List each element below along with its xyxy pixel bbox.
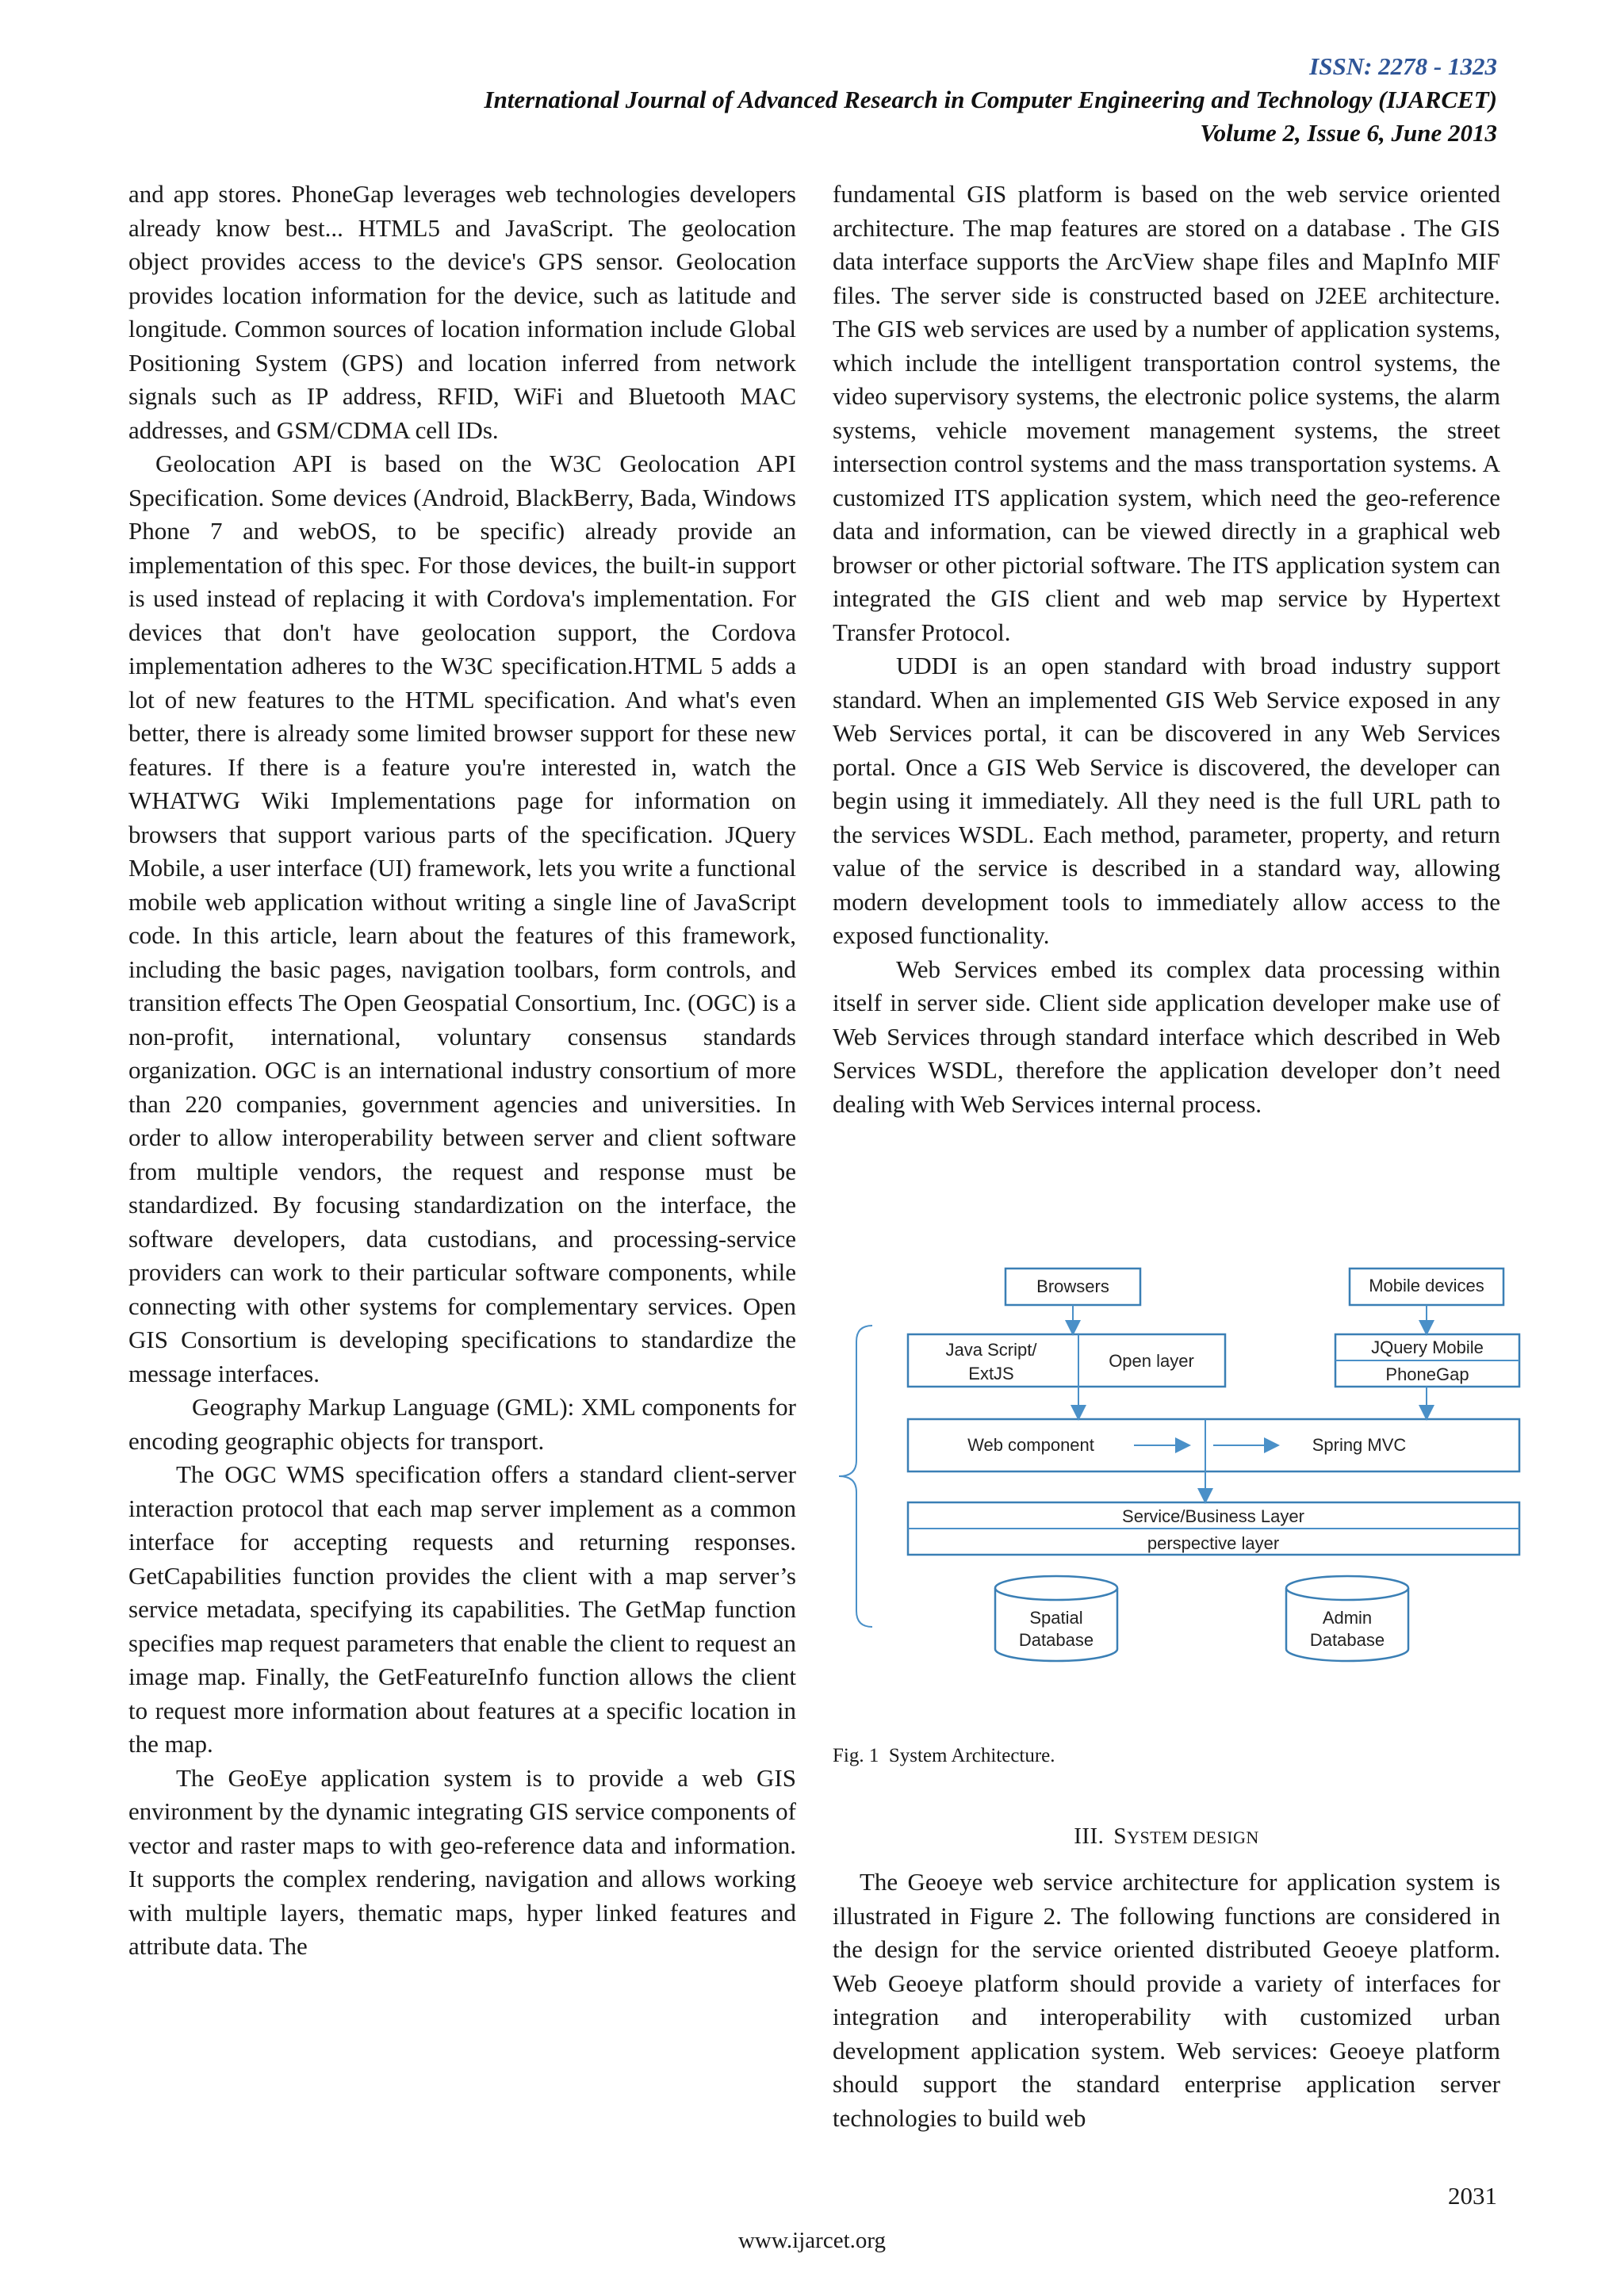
jquery-mobile-label: JQuery Mobile bbox=[1371, 1337, 1484, 1357]
volume-header: Volume 2, Issue 6, June 2013 bbox=[1200, 119, 1497, 147]
journal-title-header: International Journal of Advanced Research in Computer Engineering and Technology (IJARCET) bbox=[484, 86, 1497, 113]
left-column bbox=[128, 178, 796, 1964]
section-number: III. bbox=[1074, 1823, 1105, 1849]
admin-database-cylinder bbox=[1286, 1576, 1408, 1661]
left-paragraph-2: Geolocation API is based on the W3C Geolocation API Specification. Some devices (Android, BlackBerry, Bada, Windows Phone 7 and webOS, to be specific) already provide an implementation of this spec. For those devices, the built-in support is used instead of replacing it with Cordova's implementation. For devices that don't have geolocation support, the Cordova implementation adheres to the W3C specification.HTML 5 adds a lot of new features to the HTML specification. And what's even better, there is already some limited browser support for these new features. If there is a feature you're interested in, watch the WHATWG Wiki Implementations page for information on browsers that support various parts of the specification. JQuery Mobile, a user interface (UI) framework, lets you write a functional mobile web application without writing a single line of JavaScript code. In this article, learn about the features of this framework, including the basic pages, navigation toolbars, form controls, and transition effects The Open Geospatial Consortium, Inc. (OGC) is a non-profit, international, voluntary consensus standards organization. OGC is an international industry consortium of more than 220 companies, government agencies and universities. In order to allow interoperability between server and client software from multiple vendors, the request and response must be standardized. By focusing standardization on the interface, the software developers, data custodians, and processing-service providers can work to their particular software components, while connecting with other systems for complementary services. Open GIS Consortium is developing specifications to standardize the message interfaces. bbox=[128, 450, 796, 1387]
admin-db-label-line1: Admin bbox=[1322, 1608, 1373, 1628]
page-number: 2031 bbox=[1448, 2182, 1497, 2210]
system-architecture-figure bbox=[833, 1253, 1522, 1705]
figure-label: Fig. 1 bbox=[833, 1745, 879, 1766]
spatial-db-label-line2: Database bbox=[1018, 1630, 1094, 1650]
browsers-label: Browsers bbox=[1036, 1276, 1109, 1296]
section-title-first: S bbox=[1113, 1823, 1128, 1849]
left-paragraph-1: and app stores. PhoneGap leverages web technologies developers already know best... HTML5 and JavaScript. The geolocation object provides access to the device's GPS sensor. Geolocation provides location information for the device, such as latitude and longitude. Common sources of location information include Global Positioning System (GPS) and location inferred from network signals such as IP address, RFID, WiFi and Bluetooth MAC addresses, and GSM/CDMA cell IDs. bbox=[128, 180, 796, 444]
phonegap-label: PhoneGap bbox=[1385, 1364, 1469, 1384]
left-paragraph-3: Geography Markup Language (GML): XML components for encoding geographic objects for transport. bbox=[128, 1393, 796, 1455]
left-paragraph-4: The OGC WMS specification offers a standard client-server interaction protocol that each map server implement as a common interface for accepting requests and returning responses. GetCapabilities function provides the client with a map server’s service metadata, specifying its capabilities. The GetMap function specifies map request parameters that enable the client to request an image map. Finally, the GetFeatureInfo function allows the client to request more information about features at a specific location in the map. bbox=[128, 1460, 796, 1758]
spatial-database-cylinder bbox=[995, 1576, 1117, 1661]
footer-website: www.ijarcet.org bbox=[737, 2228, 887, 2253]
layer-brace bbox=[839, 1326, 872, 1627]
javascript-label-line1: Java Script/ bbox=[945, 1340, 1037, 1360]
architecture-diagram bbox=[833, 1253, 1522, 1705]
issn-header: ISSN: 2278 - 1323 bbox=[1309, 52, 1497, 80]
web-component-label: Web component bbox=[967, 1435, 1094, 1455]
right-column-bottom bbox=[833, 1866, 1500, 2135]
left-paragraph-5: The GeoEye application system is to provide a web GIS environment by the dynamic integrating GIS service components of vector and raster maps to with geo-reference data and information. It supports the complex rendering, navigation and allows working with multiple layers, thematic maps, hyper linked features and attribute data. The bbox=[128, 1763, 796, 1960]
right-paragraph-2: UDDI is an open standard with broad industry support standard. When an implemented GIS Web Service exposed in any Web Services portal, it can be discovered in any Web Services portal. Once a GIS Web Service is discovered, the developer can begin using it immediately. All they need is the full URL path to the services WSDL. Each method, parameter, property, and return value of the service is described in a standard way, allowing modern development tools to immediately allow access to the exposed functionality. bbox=[833, 652, 1500, 949]
right-paragraph-1: fundamental GIS platform is based on the web service oriented architecture. The map features are stored on a database . The GIS data interface supports the ArcView shape files and MapInfo MIF files. The server side is constructed based on J2EE architecture. The GIS web services are used by a number of application systems, which include the intelligent transportation control systems, the video supervisory systems, the electronic police systems, the alarm systems, vehicle movement management systems, the street intersection control systems and the mass transportation systems. A customized ITS application system, which need the geo-reference data and information, can be viewed directly in a graphical web browser or other pictorial software. The ITS application system can integrated the GIS client and web map service by Hypertext Transfer Protocol. bbox=[833, 180, 1500, 646]
right-paragraph-4: The Geoeye web service architecture for application system is illustrated in Figure 2. The following functions are considered in the design for the service oriented distributed Geoeye platform. Web Geoeye platform should provide a variety of interfaces for integration and interoperability with customized urban development application system. Web services: Geoeye platform should support the standard enterprise application server technologies to build web bbox=[833, 1868, 1500, 2132]
right-column-top bbox=[833, 178, 1500, 1121]
perspective-layer-label: perspective layer bbox=[1147, 1533, 1280, 1553]
right-paragraph-3: Web Services embed its complex data processing within itself in server side. Client side application developer make use of Web Services through standard interface which described in Web Services WSDL, therefore the application developer don’t need dealing with Web Services internal process. bbox=[833, 955, 1500, 1118]
spatial-db-label-line1: Spatial bbox=[1029, 1608, 1083, 1628]
open-layer-label: Open layer bbox=[1109, 1351, 1194, 1371]
javascript-label-line2: ExtJS bbox=[968, 1364, 1014, 1383]
mobile-devices-label: Mobile devices bbox=[1369, 1276, 1484, 1295]
section-title-rest: YSTEM DESIGN bbox=[1127, 1827, 1259, 1847]
section-heading bbox=[833, 1822, 1500, 1852]
service-layer-label: Service/Business Layer bbox=[1122, 1506, 1304, 1526]
spring-mvc-label: Spring MVC bbox=[1312, 1435, 1407, 1455]
figure-caption bbox=[833, 1743, 1055, 1770]
admin-db-label-line2: Database bbox=[1309, 1630, 1385, 1650]
figure-caption-text: System Architecture. bbox=[888, 1745, 1055, 1766]
